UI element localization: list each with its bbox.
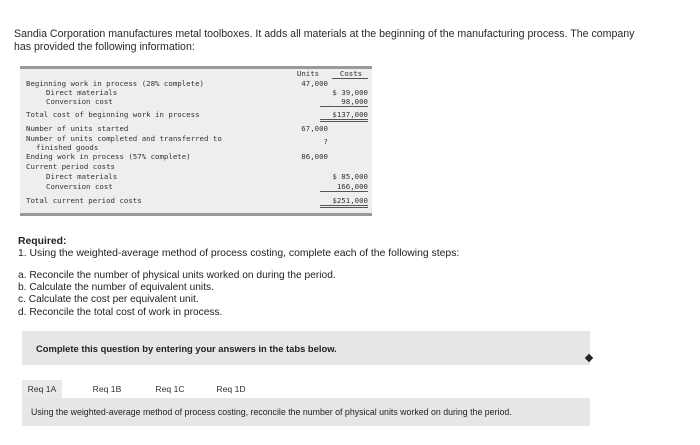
required-heading: Required: (18, 236, 67, 247)
tab-req-1b[interactable]: Req 1B (92, 384, 122, 394)
table-bottom-bar (20, 213, 372, 216)
problem-intro: Sandia Corporation manufactures metal toolboxes. It adds all materials at the beginning of the manufacturing process. The company has provided the following information: (14, 28, 635, 53)
table-row (20, 124, 372, 134)
row-cost: $137,000 (320, 110, 368, 122)
step-d: d. Reconcile the total cost of work in process. (18, 306, 223, 318)
steps-list (18, 270, 336, 319)
row-label: Number of units started (26, 124, 129, 133)
table-row (20, 172, 372, 182)
row-units: 67,000 (301, 124, 328, 133)
units-header: Units (296, 69, 320, 78)
tab-req-1c[interactable]: Req 1C (155, 384, 185, 394)
row-label: Current period costs (26, 162, 115, 171)
row-label: finished goods (36, 143, 99, 152)
requirement-1: 1. Using the weighted-average method of process costing, complete each of the following steps: (18, 248, 460, 259)
tab-req-1a[interactable]: Req 1A (22, 380, 62, 398)
row-label: Total current period costs (26, 196, 142, 205)
row-label: Direct materials (46, 172, 118, 181)
row-units: ? (323, 137, 328, 146)
row-label: Direct materials (46, 88, 118, 97)
instruction-banner (22, 331, 590, 365)
tab-req-1d[interactable]: Req 1D (216, 384, 246, 394)
row-label: Number of units completed and transferred to (26, 134, 222, 143)
table-row (20, 152, 372, 162)
costs-header: Costs (339, 69, 363, 78)
row-cost: 166,000 (320, 182, 368, 192)
row-cost: $ 85,000 (332, 172, 368, 181)
row-label: Conversion cost (46, 97, 113, 106)
table-row (20, 196, 372, 206)
row-units: 86,000 (301, 152, 328, 161)
row-label: Ending work in process (57% complete) (26, 152, 191, 161)
table-row (20, 162, 372, 172)
instruction-text: Complete this question by entering your answers in the tabs below. (36, 343, 337, 354)
panel-instruction: Using the weighted-average method of process costing, reconcile the number of physical units worked on during the period. (31, 407, 512, 417)
table-row (20, 182, 372, 192)
row-label: Beginning work in process (28% complete) (26, 79, 204, 88)
table-row (20, 97, 372, 107)
row-cost: $251,000 (320, 196, 368, 208)
row-cost: 98,000 (320, 97, 368, 107)
row-label: Total cost of beginning work in process (26, 110, 200, 119)
table-row (20, 110, 372, 120)
step-b: b. Calculate the number of equivalent units. (18, 282, 214, 294)
data-table (20, 66, 372, 216)
row-units: 47,000 (301, 79, 328, 88)
step-a: a. Reconcile the number of physical units worked on during the period. (18, 270, 336, 281)
row-label: Conversion cost (46, 182, 113, 191)
tab-panel (22, 398, 590, 426)
step-c: c. Calculate the cost per equivalent unit. (18, 294, 199, 306)
row-cost: $ 39,000 (332, 88, 368, 97)
